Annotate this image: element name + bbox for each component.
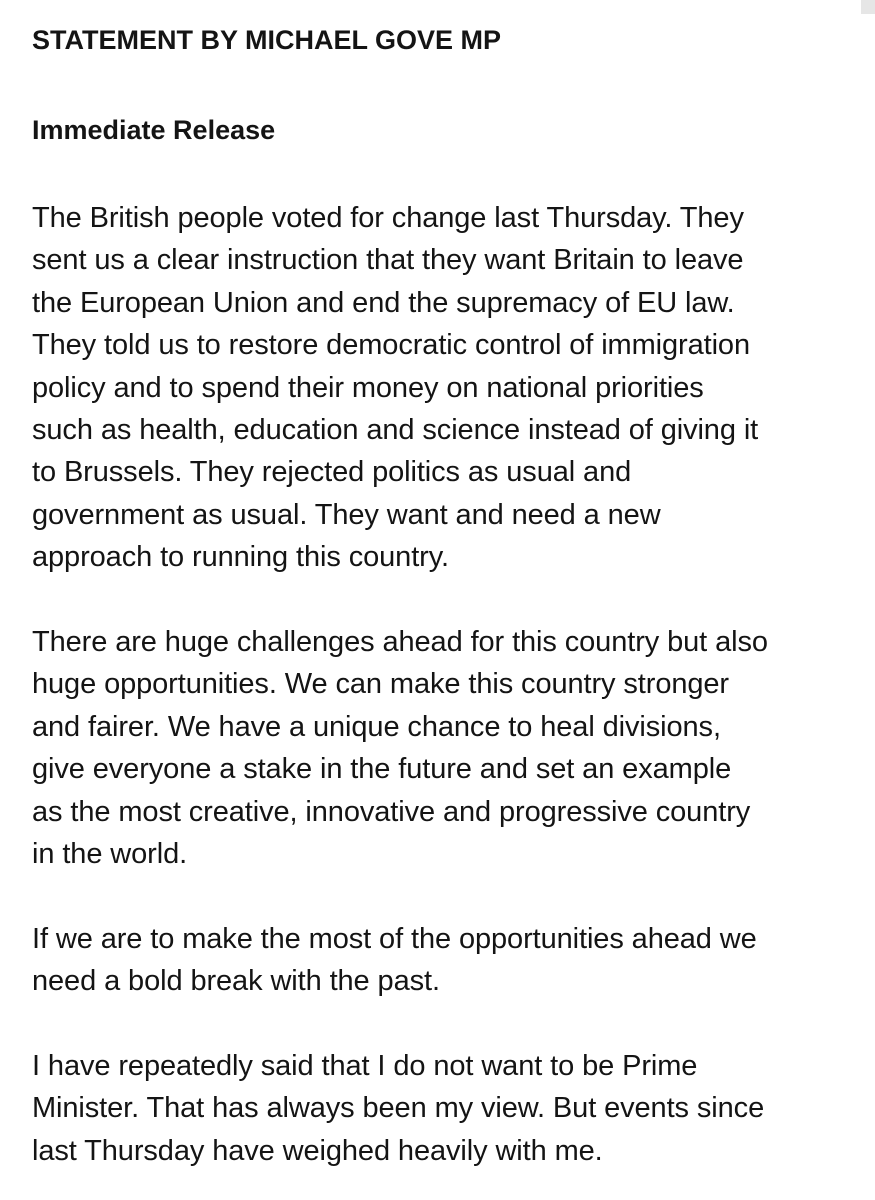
paragraph-line: government as usual. They want and need a new (32, 498, 661, 531)
paragraph-line: in the world. (32, 838, 188, 871)
paragraph-line: to Brussels. They rejected politics as usual and (32, 456, 632, 489)
paragraph-line: There are huge challenges ahead for this country but also (32, 626, 768, 659)
paragraph-line: last Thursday have weighed heavily with me. (32, 1134, 603, 1167)
paragraph-line: The British people voted for change last Thursday. They (32, 202, 744, 234)
paragraph-line: policy and to spend their money on national priorities (32, 371, 704, 404)
paragraph-line: Minister. That has always been my view. But events since (32, 1092, 765, 1125)
statement-paragraph (32, 1045, 855, 1172)
paragraph-line: need a bold break with the past. (32, 965, 440, 998)
statement-body (32, 197, 855, 1172)
release-label: Immediate Release (32, 115, 276, 145)
paragraph-line: and fairer. We have a unique chance to heal divisions, (32, 710, 721, 743)
paragraph-line: such as health, education and science instead of giving it (32, 414, 759, 447)
paragraph-line: sent us a clear instruction that they want Britain to leave (32, 244, 744, 277)
statement-title: STATEMENT BY MICHAEL GOVE MP (32, 25, 502, 55)
statement-paragraph (32, 621, 855, 875)
statement-paragraph (32, 197, 855, 579)
paragraph-line: They told us to restore democratic control of immigration (32, 329, 750, 362)
corner-mark (861, 0, 875, 14)
paragraph-line: I have repeatedly said that I do not want to be Prime (32, 1050, 698, 1083)
paragraph-line: as the most creative, innovative and progressive country (32, 795, 751, 828)
paragraph-line: huge opportunities. We can make this country stronger (32, 668, 729, 701)
paragraph-line: approach to running this country. (32, 541, 449, 574)
paragraph-line: give everyone a stake in the future and set an example (32, 753, 732, 786)
statement-paragraph (32, 918, 855, 1003)
paragraph-line: If we are to make the most of the opportunities ahead we (32, 922, 757, 955)
paragraph-line: the European Union and end the supremacy of EU law. (32, 286, 735, 319)
